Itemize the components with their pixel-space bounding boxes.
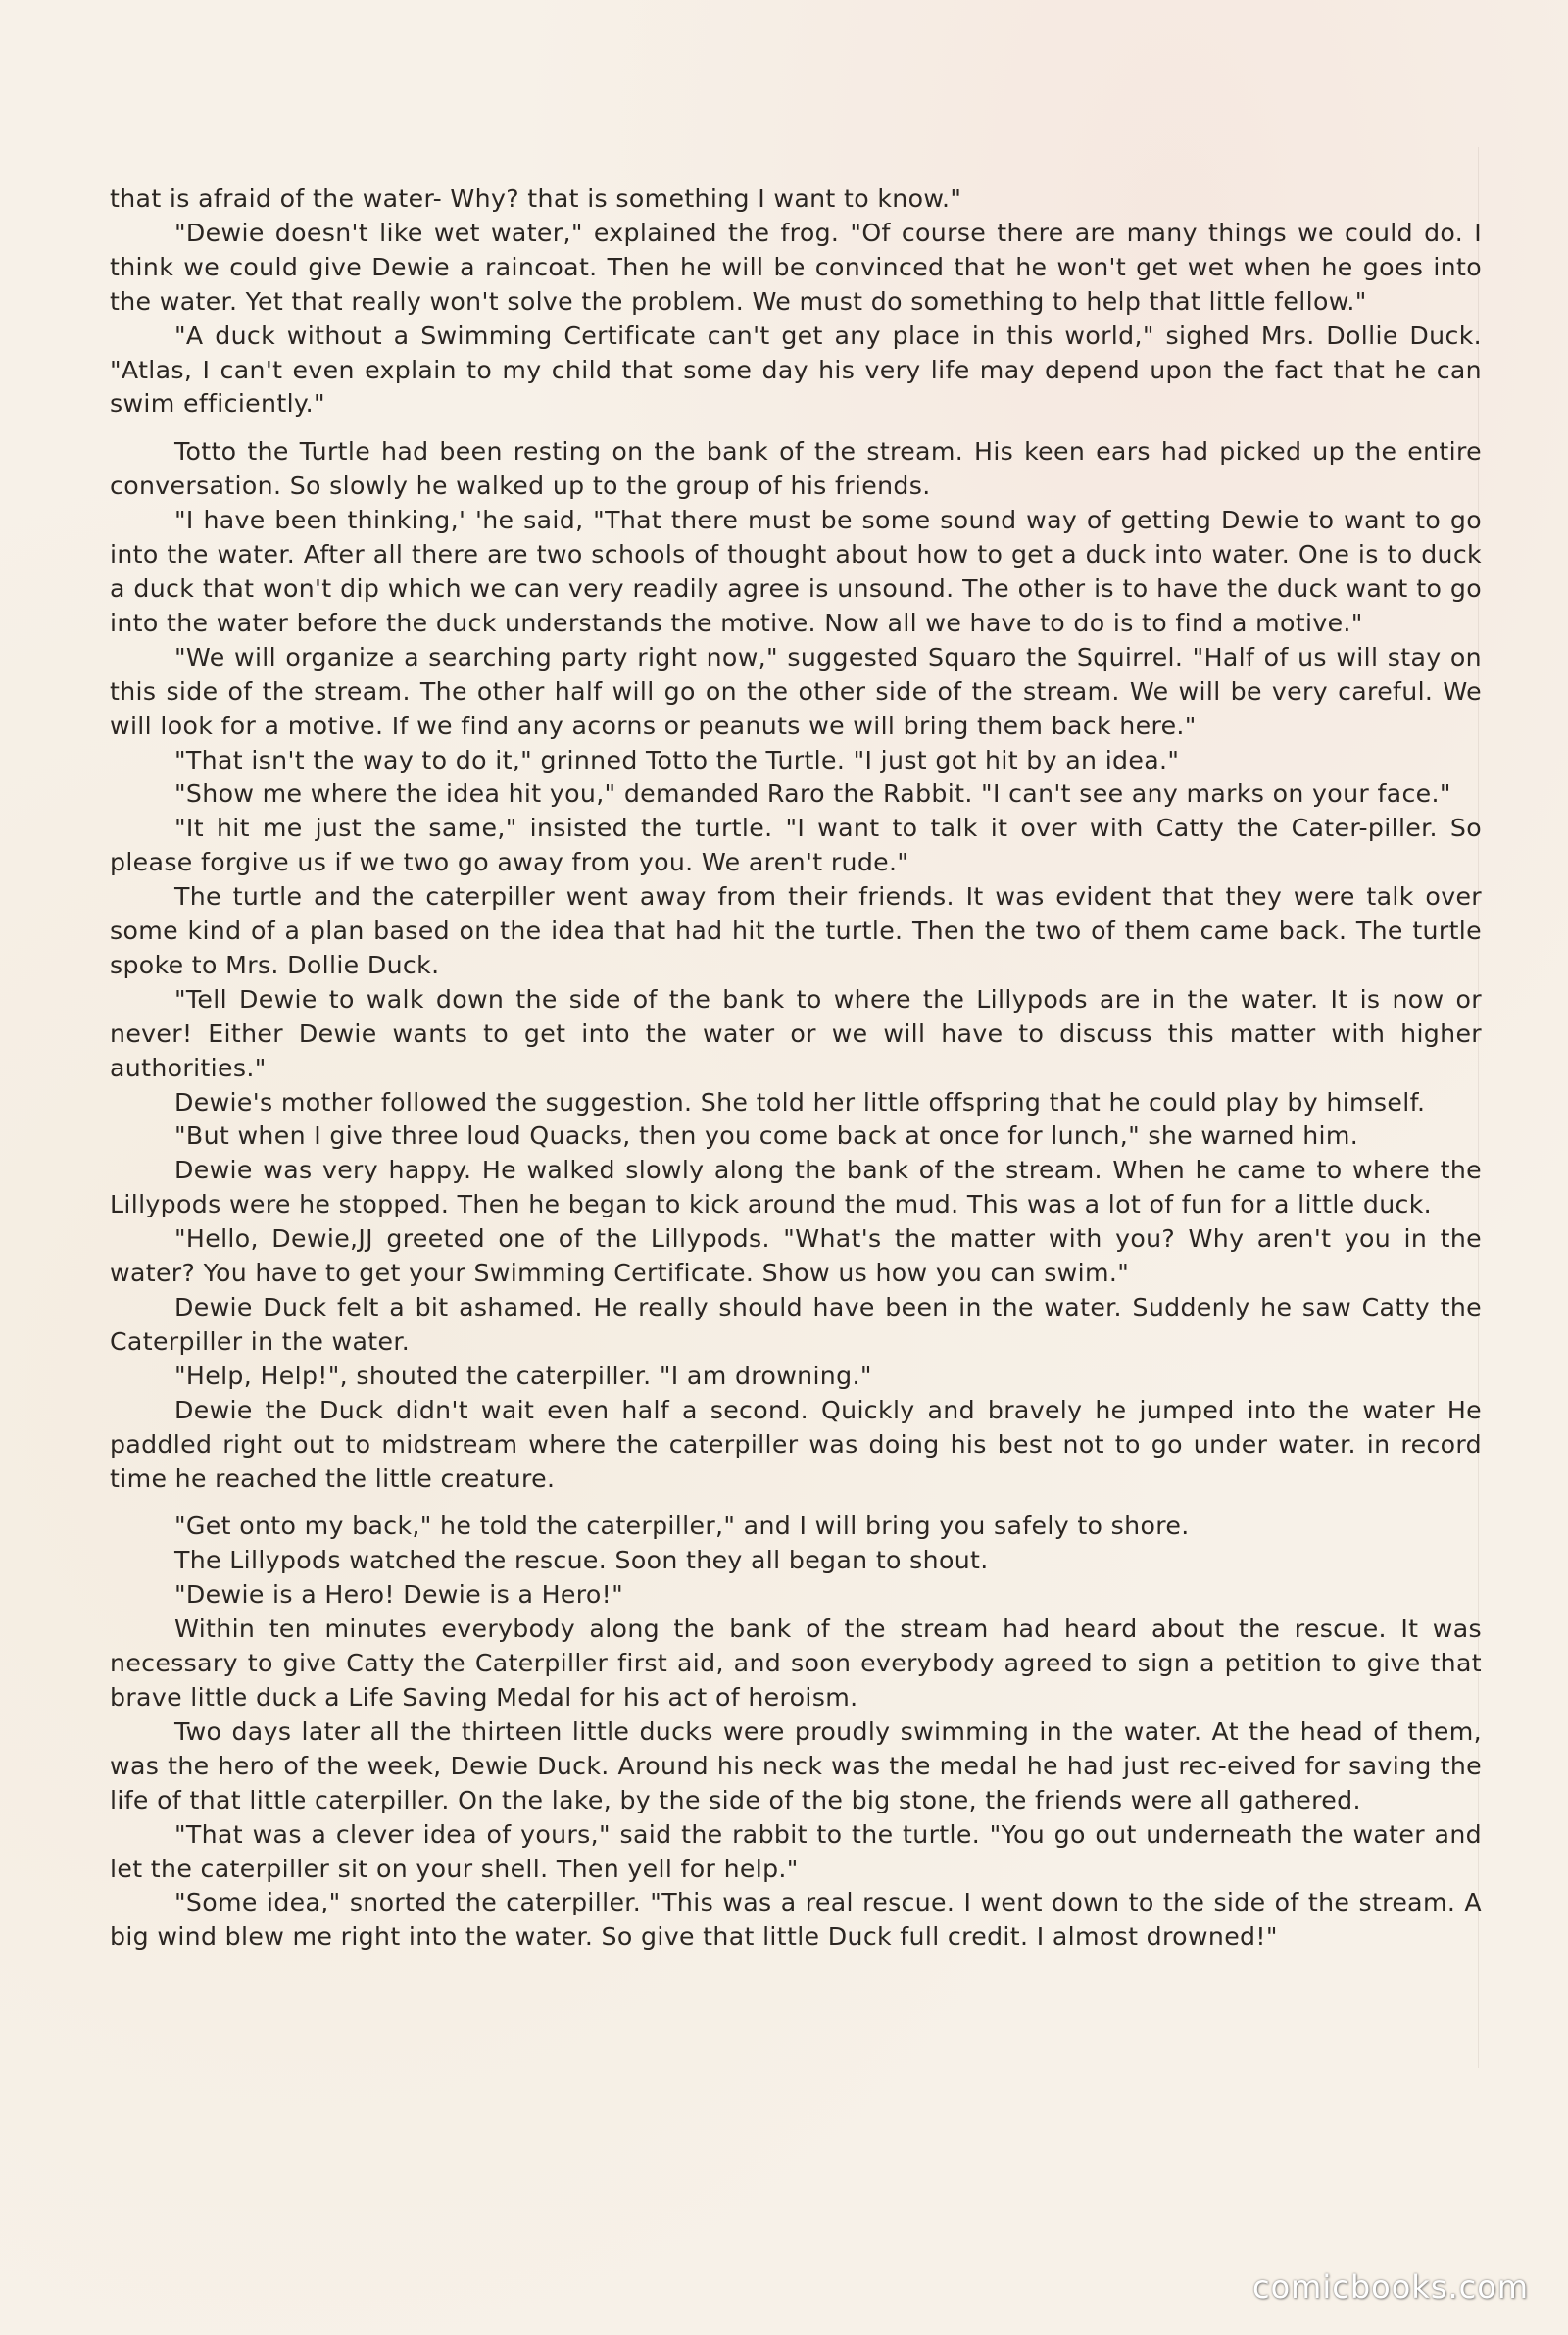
paragraph: The turtle and the caterpiller went away from their friends. It was evident that they were talk over some kind of a plan based on the idea that had hit the turtle. Then the two of them came back. The turtle spoke to Mrs. Dollie Duck. [110, 882, 1482, 979]
paragraph: "It hit me just the same," insisted the turtle. "I want to talk it over with Catty the Cater-piller. So please forgive us if we two go away from you. We aren't rude." [110, 814, 1482, 877]
paragraph: "We will organize a searching party right now," suggested Squaro the Squirrel. "Half of us will stay on this side of the stream. The other half will go on the other side of the stream. We will be very careful. We will look for a motive. If we find any acorns or peanuts we will bring them back here." [110, 642, 1482, 740]
paragraph: "A duck without a Swimming Certificate can't get any place in this world," sighed Mrs. Dollie Duck. "Atlas, I can't even explain to my child that some day his very life may depend upon the fact that he can swim efficiently." [110, 321, 1482, 419]
paragraph: "Dewie doesn't like wet water," explained the frog. "Of course there are many things we could do. I think we could give Dewie a raincoat. Then he will be convinced that he won't get wet when he goes into the water. Yet that really won't solve the problem. We must do something to help that little fellow." [110, 218, 1482, 316]
paragraph: Totto the Turtle had been resting on the bank of the stream. His keen ears had picked up the entire conversation. So slowly he walked up to the group of his friends. [110, 437, 1482, 501]
site-watermark: comicbooks.com [1251, 2268, 1529, 2306]
paragraph: "Show me where the idea hit you," demanded Raro the Rabbit. "I can't see any marks on your face." [174, 779, 1451, 809]
paragraph: Dewie's mother followed the suggestion. She told her little offspring that he could play by himself. [174, 1087, 1426, 1117]
paragraph: Dewie the Duck didn't wait even half a second. Quickly and bravely he jumped into the water He paddled right out to midstream where the caterpiller was doing his best not to go under water. in record time he reached the little creature. [110, 1395, 1482, 1493]
paragraph: Dewie Duck felt a bit ashamed. He really should have been in the water. Suddenly he saw Catty the Caterpiller in the water. [110, 1293, 1482, 1356]
paragraph: "Tell Dewie to walk down the side of the bank to where the Lillypods are in the water. It is now or never! Either Dewie wants to get into the water or we will have to discuss this matter with higher authorities." [110, 984, 1482, 1082]
paragraph: "Help, Help!", shouted the caterpiller. "I am drowning." [174, 1361, 872, 1390]
paragraph: Within ten minutes everybody along the bank of the stream had heard about the rescue. It was necessary to give Catty the Caterpiller first aid, and soon everybody agreed to sign a petition to give that brave little duck a Life Saving Medal for his act of heroism. [110, 1615, 1482, 1712]
paragraph: "That isn't the way to do it," grinned Totto the Turtle. "I just got hit by an idea." [174, 745, 1180, 774]
paragraph: Dewie was very happy. He walked slowly along the bank of the stream. When he came to where the Lillypods were he stopped. Then he began to kick around the mud. This was a lot of fun for a little duck. [110, 1156, 1482, 1219]
story-text-block [110, 182, 1482, 1955]
paragraph: The Lillypods watched the rescue. Soon they all began to shout. [174, 1546, 989, 1575]
paragraph: "But when I give three loud Quacks, then you come back at once for lunch," she warned him. [174, 1121, 1359, 1151]
paragraph: that is afraid of the water- Why? that is something I want to know." [110, 184, 962, 213]
paragraph: "That was a clever idea of yours," said the rabbit to the turtle. "You go out underneath the water and let the caterpiller sit on your shell. Then yell for help." [110, 1819, 1482, 1883]
paragraph: "Dewie is a Hero! Dewie is a Hero!" [174, 1580, 624, 1610]
paragraph: Two days later all the thirteen little ducks were proudly swimming in the water. At the head of them, was the hero of the week, Dewie Duck. Around his neck was the medal he had just rec-eived for saving the life of that little caterpiller. On the lake, by the side of the big stone, the friends were all gathered. [110, 1716, 1482, 1814]
paragraph: "I have been thinking,' 'he said, "That there must be some sound way of getting Dewie to want to go into the water. After all there are two schools of thought about how to get a duck into water. One is to duck a duck that won't dip which we can very readily agree is unsound. The other is to have the duck want to go into the water before the duck understands the motive. Now all we have to do is to find a motive." [110, 506, 1482, 637]
paragraph: "Some idea," snorted the caterpiller. "This was a real rescue. I went down to the side of the stream. A big wind blew me right into the water. So give that little Duck full credit. I almost drowned!" [110, 1888, 1482, 1952]
paragraph: "Hello, Dewie,JJ greeted one of the Lillypods. "What's the matter with you? Why aren't you in the water? You have to get your Swimming Certificate. Show us how you can swim." [110, 1224, 1482, 1288]
paragraph: "Get onto my back," he told the caterpiller," and I will bring you safely to shore. [174, 1512, 1190, 1541]
